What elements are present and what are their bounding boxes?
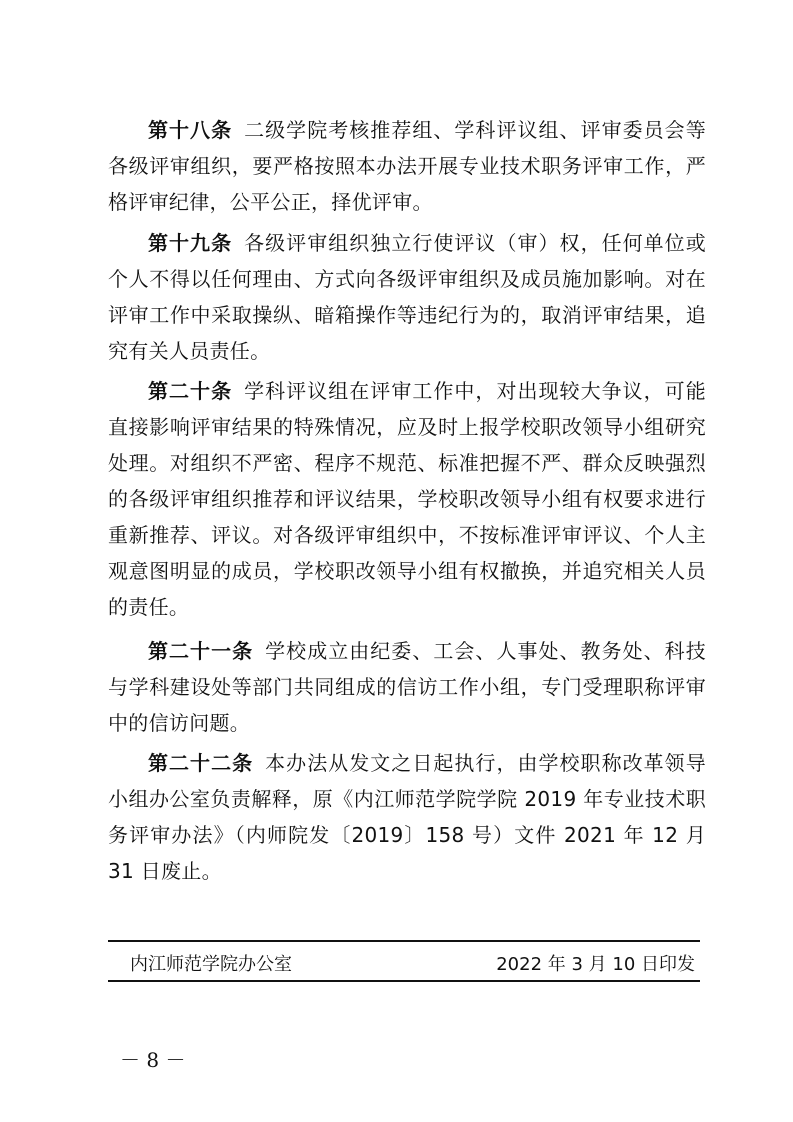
- footer-bottom-rule: [108, 980, 700, 982]
- article-19: [108, 225, 706, 369]
- article-18-number: 第十八条: [148, 118, 233, 142]
- article-21-text: 学校成立由纪委、工会、人事处、教务处、科技与学科建设处等部门共同组成的信访工作小组，专门受理职称评审中的信访问题。: [108, 639, 706, 735]
- issuing-office: 内江师范学院办公室: [130, 954, 292, 975]
- article-18: [108, 112, 706, 220]
- article-22-text: 本办法从发文之日起执行，由学校职称改革领导小组办公室负责解释，原《内江师范学院学院 2019 年专业技术职务评审办法》（内师院发〔2019〕158 号）文件 2021 年 12 月 31 日废止。: [108, 751, 706, 883]
- page-number: － 8 －: [120, 1048, 186, 1072]
- article-19-number: 第十九条: [148, 231, 233, 255]
- article-21: [108, 633, 706, 741]
- article-20-text: 学科评议组在评审工作中，对出现较大争议，可能直接影响评审结果的特殊情况，应及时上报学校职改领导小组研究处理。对组织不严密、程序不规范、标准把握不严、群众反映强烈的各级评审组织推荐和评议结果，学校职改领导小组有权要求进行重新推荐、评议。对各级评审组织中，不按标准评审评议、个人主观意图明显的成员，学校职改领导小组有权撤换，并追究相关人员的责任。: [108, 379, 707, 619]
- article-20: [108, 373, 706, 625]
- footer-top-rule: [108, 940, 700, 942]
- issue-date: 2022 年 3 月 10 日印发: [496, 954, 695, 975]
- article-22: [108, 745, 706, 889]
- article-18-text: 二级学院考核推荐组、学科评议组、评审委员会等各级评审组织，要严格按照本办法开展专业技术职务评审工作，严格评审纪律，公平公正，择优评审。: [108, 118, 707, 214]
- article-22-number: 第二十二条: [148, 751, 254, 775]
- article-21-number: 第二十一条: [148, 639, 254, 663]
- article-20-number: 第二十条: [148, 379, 233, 403]
- article-19-text: 各级评审组织独立行使评议（审）权，任何单位或个人不得以任何理由、方式向各级评审组织及成员施加影响。对在评审工作中采取操纵、暗箱操作等违纪行为的，取消评审结果，追究有关人员责任。: [108, 231, 707, 363]
